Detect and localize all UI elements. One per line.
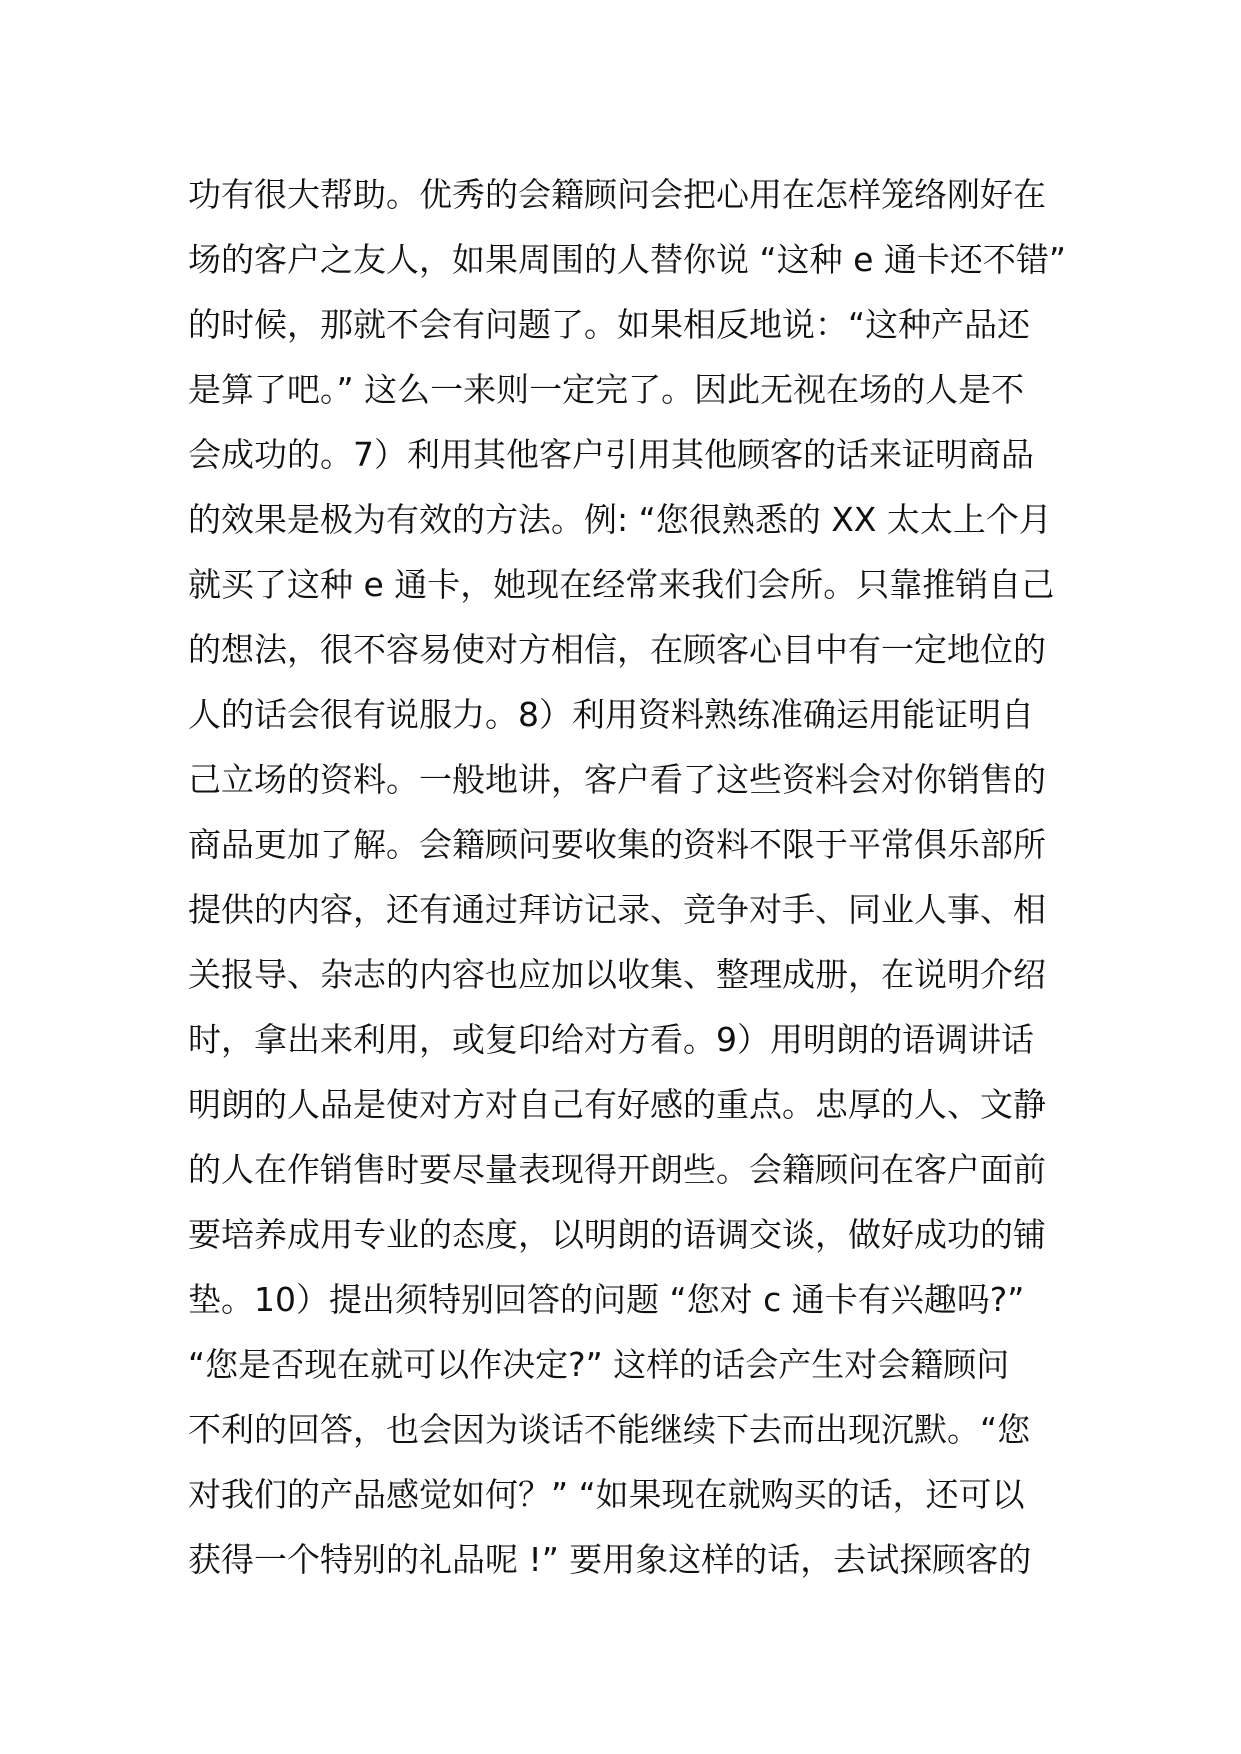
text-line: 是算了吧。” 这么一来则一定完了。因此无视在场的人是不 bbox=[188, 370, 1025, 409]
text-line: 明朗的人品是使对方对自己有好感的重点。忠厚的人、文静 bbox=[188, 1085, 1046, 1124]
text-line: “您是否现在就可以作决定?” 这样的话会产生对会籍顾问 bbox=[188, 1345, 1010, 1384]
text-line: 的效果是极为有效的方法。例: “您很熟悉的 XX 太太上个月 bbox=[188, 500, 1052, 539]
text-line: 关报导、杂志的内容也应加以收集、整理成册，在说明介绍 bbox=[188, 955, 1046, 994]
text-line: 提供的内容，还有通过拜访记录、竞争对手、同业人事、相 bbox=[188, 890, 1046, 929]
text-line: 不利的回答，也会因为谈话不能继续下去而出现沉默。“您 bbox=[188, 1410, 1031, 1449]
text-line: 时，拿出来利用，或复印给对方看。9）用明朗的语调讲话 bbox=[188, 1020, 1034, 1059]
text-line: 就买了这种 e 通卡，她现在经常来我们会所。只靠推销自己 bbox=[188, 565, 1055, 604]
text-line: 己立场的资料。一般地讲，客户看了这些资料会对你销售的 bbox=[188, 760, 1046, 799]
text-line: 功有很大帮助。优秀的会籍顾问会把心用在怎样笼络刚好在 bbox=[188, 175, 1046, 214]
text-line: 垫。10）提出须特别回答的问题 “您对 c 通卡有兴趣吗?” bbox=[188, 1280, 1025, 1319]
text-line: 的想法，很不容易使对方相信，在顾客心目中有一定地位的 bbox=[188, 630, 1046, 669]
text-line: 的时候，那就不会有问题了。如果相反地说：“这种产品还 bbox=[188, 305, 1031, 344]
text-line: 的人在作销售时要尽量表现得开朗些。会籍顾问在客户面前 bbox=[188, 1150, 1046, 1189]
text-line: 场的客户之友人，如果周围的人替你说 “这种 e 通卡还不错” bbox=[188, 240, 1066, 279]
text-line: 商品更加了解。会籍顾问要收集的资料不限于平常俱乐部所 bbox=[188, 825, 1046, 864]
body-text bbox=[188, 162, 1068, 1592]
text-line: 获得一个特别的礼品呢 !” 要用象这样的话，去试探顾客的 bbox=[188, 1540, 1032, 1579]
text-line: 人的话会很有说服力。8）利用资料熟练准确运用能证明自 bbox=[188, 695, 1034, 734]
text-line: 要培养成用专业的态度，以明朗的语调交谈，做好成功的铺 bbox=[188, 1215, 1046, 1254]
text-line: 对我们的产品感觉如何？” “如果现在就购买的话，还可以 bbox=[188, 1475, 1025, 1514]
text-line: 会成功的。7）利用其他客户引用其他顾客的话来证明商品 bbox=[188, 435, 1034, 474]
